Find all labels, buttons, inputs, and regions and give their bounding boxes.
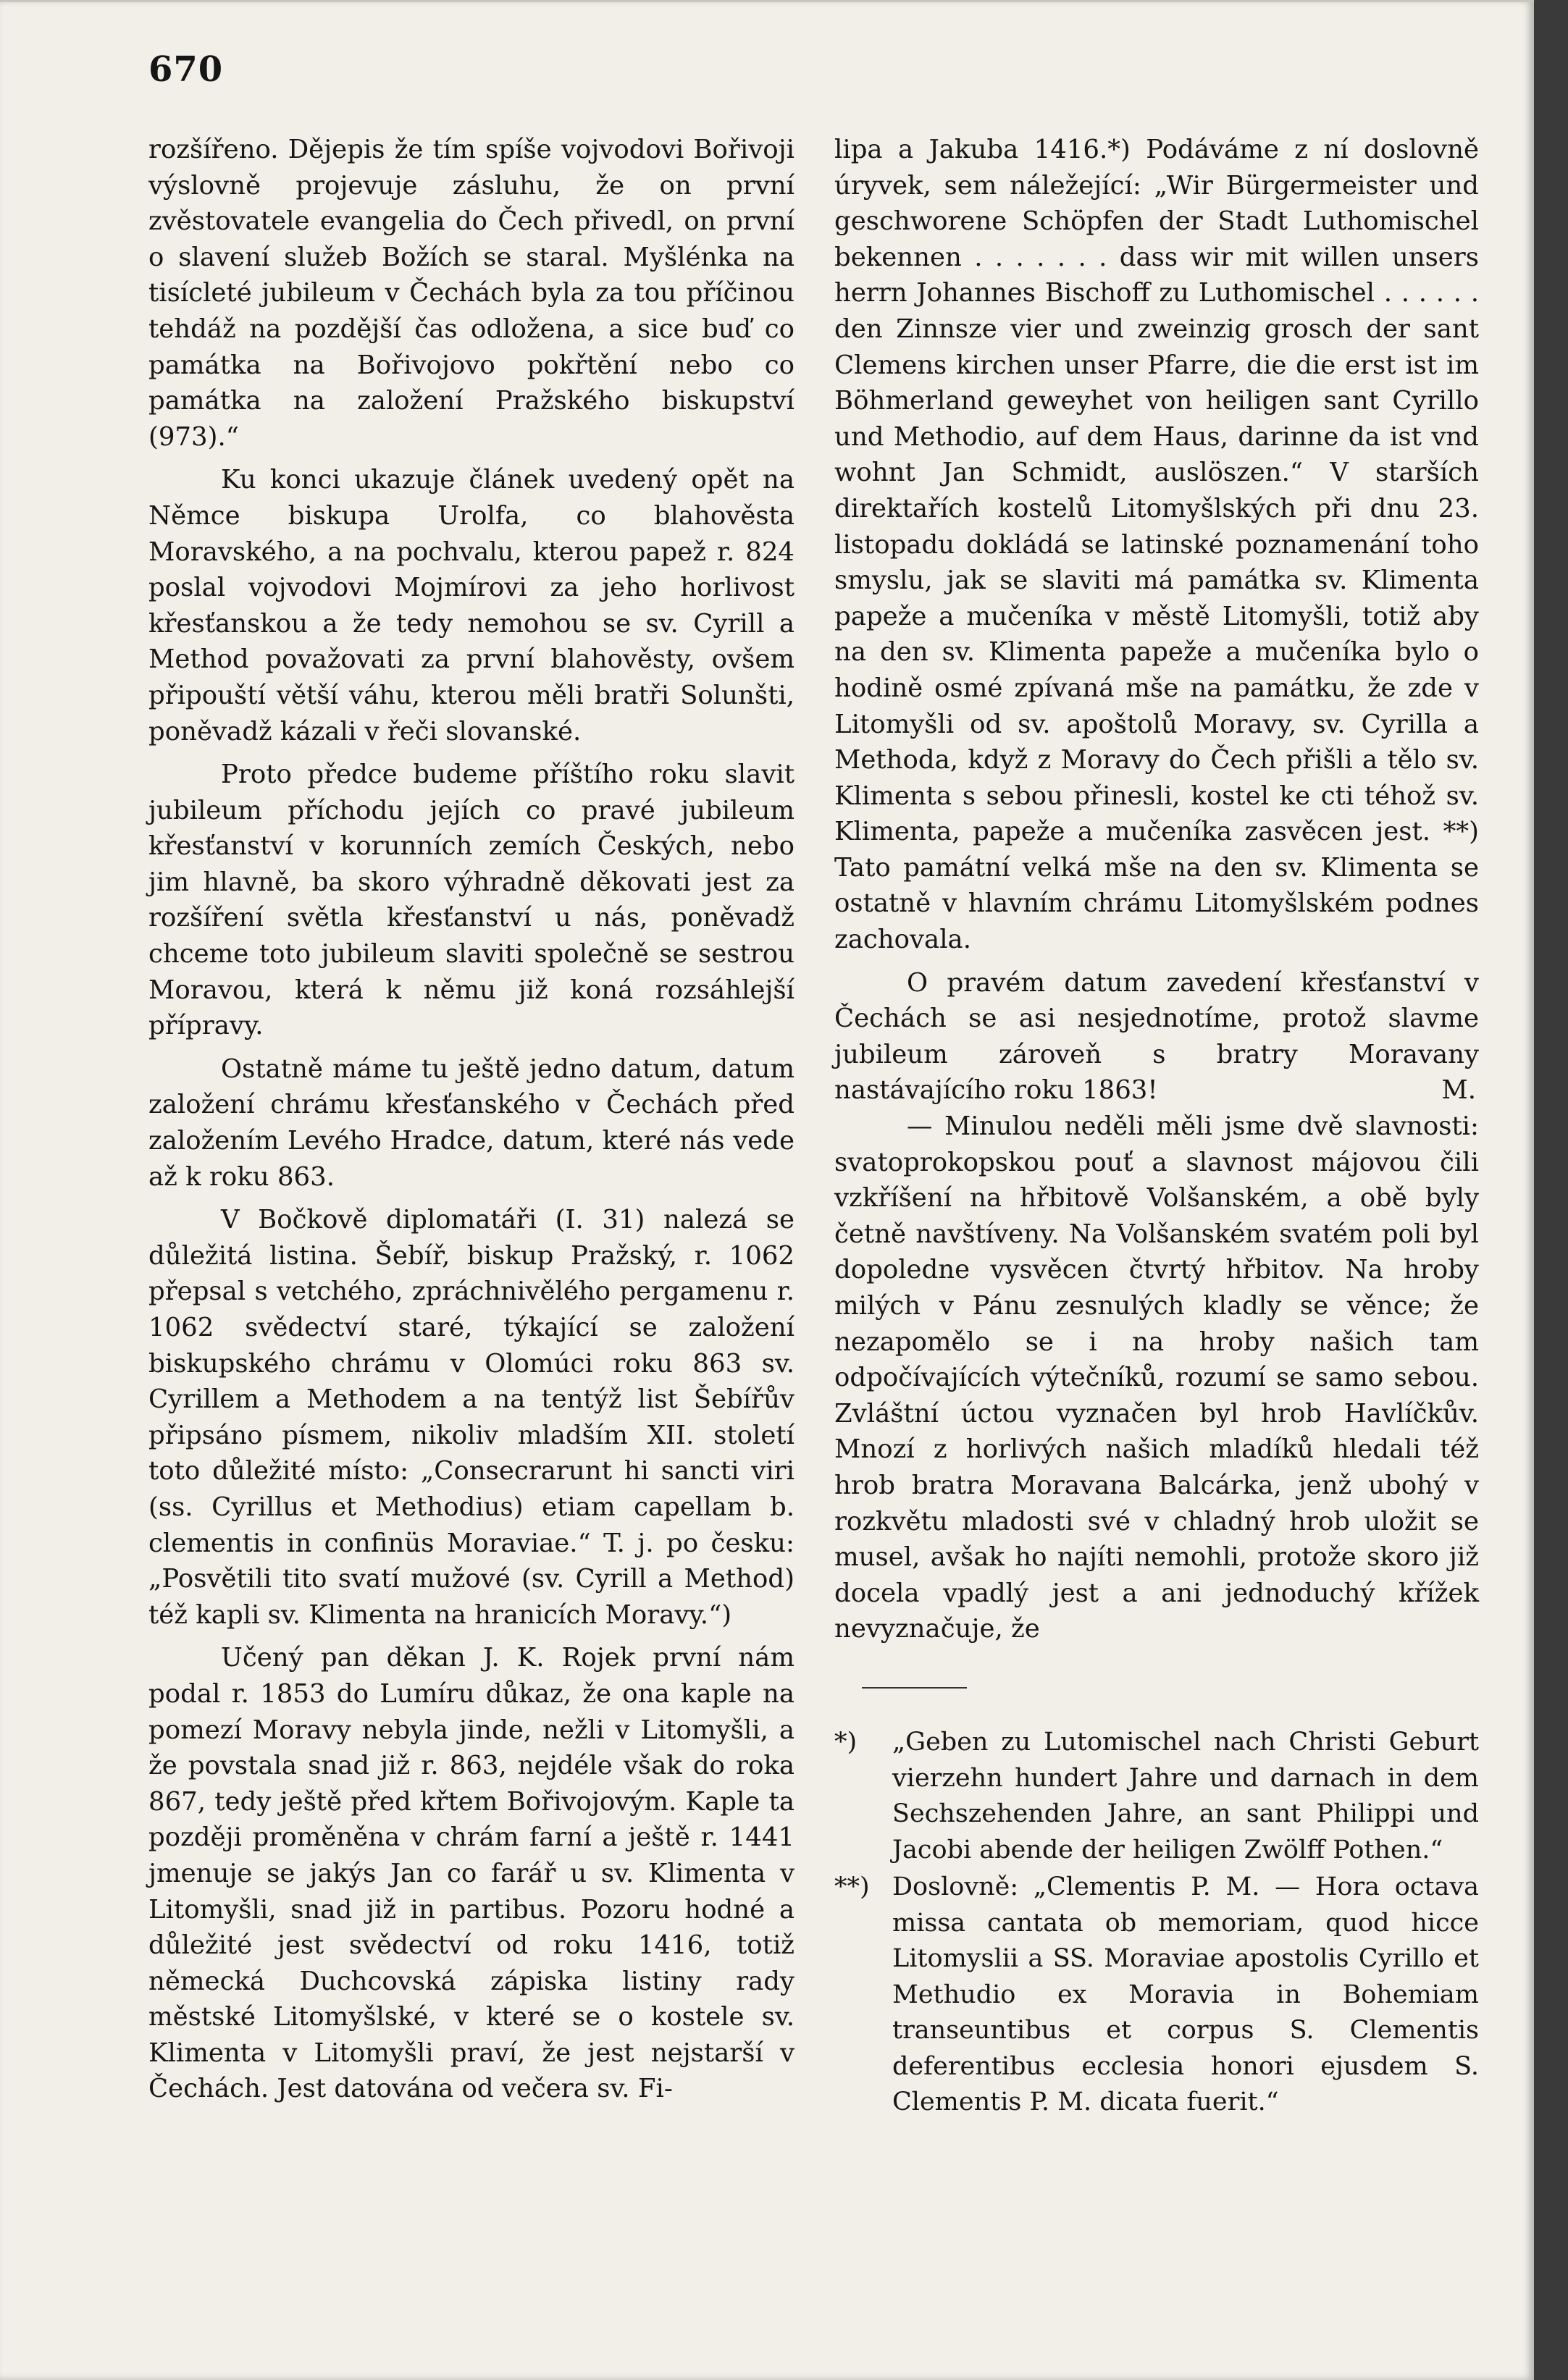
footnote — [834, 1870, 1479, 2121]
page-number: 670 — [148, 49, 224, 90]
paragraph: Ostatně máme tu ještě jedno datum, datum založení chrámu křesťanského v Čechách před založením Levého Hradce, datum, které nás vede až k roku 863. — [148, 1054, 795, 1192]
right-column — [834, 132, 1479, 1647]
left-column — [148, 132, 795, 2107]
paragraph: lipa a Jakuba 1416.*) Podáváme z ní doslovně úryvek, sem náležející: „Wir Bürgermeister und geschworene Schöpfen der Stadt Luthomischel bekennen . . . . . . . dass wir mit willen unsers herrn Johannes Bischoff zu Luthomischel . . . . . . den Zinnsze vier und zweinzig grosch der sant Clemens kirchen unser Pfarre, die die erst ist im Böhmerland geweyhet von heiligen sant Cyrillo und Methodio, auf dem Haus, darinne da ist vnd wohnt Jan Schmidt, auslöszen.“ V starších direktařích kostelů Litomyšlských při dnu 23. listopadu dokládá se latinské poznamenání toho smyslu, jak se slaviti má památka sv. Klimenta papeže a mučeníka v městě Litomyšli, totiž aby na den sv. Klimenta papeže a mučeníka bylo o hodině osmé zpívaná mše na památku, že zde v Litomyšli od sv. apoštolů Moravy, sv. Cyrilla a Methoda, když z Moravy do Čech přišli a tělo sv. Klimenta s sebou přinesli, kostel ke cti téhož sv. Klimenta, papeže a mučeníka zasvěcen jest. **) Tato památní velká mše na den sv. Klimenta se ostatně v hlavním chrámu Litomyšlském podnes zachovala. — [834, 135, 1479, 955]
paragraph: Ku konci ukazuje článek uvedený opět na Němce biskupa Urolfa, co blahověsta Moravského, a na pochvalu, kterou papež r. 824 poslal vojvodovi Mojmírovi za jeho horlivost křesťanskou a že tedy nemohou se sv. Cyrill a Method považovati za první blahověsty, ovšem připouští větší váhu, kterou měli bratři Solunšti, poněvadž kázali v řeči slovanské. — [148, 465, 795, 747]
top-edge — [0, 0, 1534, 2]
footnote-text: Doslovně: „Clementis P. M. — Hora octava missa cantata ob memoriam, quod hicce Litomyslii a SS. Moraviae apostolis Cyrillo et Methudio ex Moravia in Bohemiam transeuntibus et corpus S. Clementis deferentibus ecclesia honori ejusdem S. Clementis P. M. dicata fuerit.“ — [892, 1872, 1479, 2116]
footnote-separator — [862, 1687, 967, 1689]
paragraph: V Bočkově diplomatáři (I. 31) nalezá se důležitá listina. Šebíř, biskup Pražský, r. 1062 přepsal s vetchého, zpráchnivělého pergamenu r. 1062 svědectví staré, týkající se založení biskupského chrámu v Olomúci roku 863 sv. Cyrillem a Methodem a na tentýž list Šebířův připsáno písmem, nikoliv mladším XII. století toto důležité místo: „Consecrarunt hi sancti viri (ss. Cyrillus et Methodius) etiam capellam b. clementis in confinüs Moraviae.“ T. j. po česku: „Posvětili tito svatí mužové (sv. Cyrill a Method) též kapli sv. Klimenta na hranicích Moravy.“) — [148, 1205, 795, 1630]
paragraph: O pravém datum zavedení křesťanství v Čechách se asi nesjednotíme, protož slavme jubileum zároveň s bratry Moravany nastávajícího roku 1863! — [834, 967, 1479, 1106]
paragraph: — Minulou neděli měli jsme dvě slavnosti: svatoprokopskou pouť a slavnost májovou čili vzkříšení na hřbitově Volšanském, a obě byly četně navštíveny. Na Volšanském svatém poli byl dopoledne vysvěcen čtvrtý hřbitov. Na hroby milých v Pánu zesnulých kladly se věnce; že nezapomělo se i na hroby našich tam odpočívajících výtečníků, rozumí se samo sebou. Zvláštní úctou vyznačen byl hrob Havlíčkův. Mnozí z horlivých našich mladíků hledali též hrob bratra Moravana Balcárka, jenž ubohý v rozkvětu mladosti své v chladný hrob uložit se musel, avšak ho najíti nemohli, protože skoro již docela vpadlý jest a ani jednoduchý křížek nevyznačuje, že — [834, 1111, 1479, 1644]
footnote-text: „Geben zu Lutomischel nach Christi Geburt vierzehn hundert Jahre und darnach in dem Sechszehenden Jahre, an sant Philippi und Jacobi abende der heiligen Zwölff Pothen.“ — [892, 1728, 1479, 1864]
author-signature: M. — [1441, 1075, 1476, 1106]
footnote-mark: **) — [834, 1872, 870, 1901]
paragraph: Učený pan děkan J. K. Rojek první nám podal r. 1853 do Lumíru důkaz, že ona kaple na pomezí Moravy nebyla jinde, nežli v Litomyšli, a že povstala snad již r. 863, nejdéle však do roka 867, tedy ještě před křtem Bořivojovým. Kaple ta později proměněna v chrám farní a ještě r. 1441 jmenuje se jakýs Jan co farář u sv. Klimenta v Litomyšli, snad již in partibus. Pozoru hodné a důležité jest svědectví od roku 1416, totiž německá Duchcovská zápiska listiny rady městské Litomyšlské, v které se o kostele sv. Klimenta v Litomyšli praví, že jest nejstarší v Čechách. Jest datována od večera sv. Fi- — [148, 1643, 795, 2104]
paragraph: Proto předce budeme příštího roku slavit jubileum příchodu jejích co pravé jubileum křesťanství v korunních zemích Českých, nebo jim hlavně, ba skoro výhradně děkovati jest za rozšíření světla křesťanství u nás, poněvadž chceme toto jubileum slaviti společně se sestrou Moravou, která k němu již koná rozsáhlejší přípravy. — [148, 760, 795, 1041]
paragraph: rozšířeno. Dějepis že tím spíše vojvodovi Bořivoji výslovně projevuje zásluhu, že on první zvěstovatele evangelia do Čech přivedl, on první o slavení služeb Božích se staral. Myšlénka na tisícleté jubileum v Čechách byla za tou příčinou tehdáž na pozdější čas odložena, a sice buď co památka na Bořivojovo pokřtění nebo co památka na založení Pražského biskupství (973).“ — [148, 135, 795, 452]
footnote — [834, 1725, 1479, 1868]
footnote-mark: *) — [834, 1728, 858, 1757]
footnotes — [834, 1725, 1479, 2121]
